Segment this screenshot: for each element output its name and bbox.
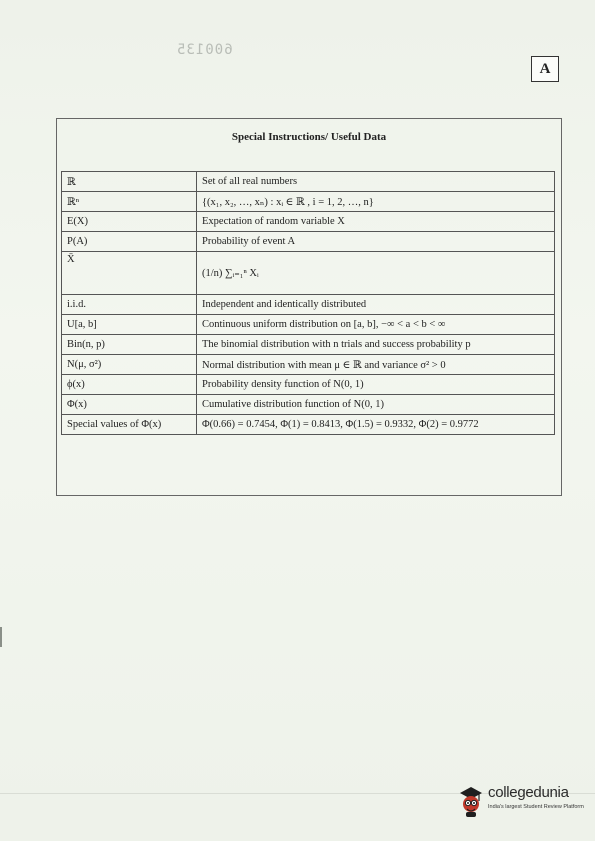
table-row: [62, 192, 555, 212]
table-row: [62, 295, 555, 315]
table-row: [62, 395, 555, 415]
meaning-cell: Independent and identically distributed: [197, 295, 555, 315]
table-row: [62, 415, 555, 435]
meaning-cell: Set of all real numbers: [197, 172, 555, 192]
section-title: Special Instructions/ Useful Data: [231, 131, 387, 143]
symbol-cell: Φ(x): [62, 395, 197, 415]
symbol-cell: i.i.d.: [62, 295, 197, 315]
meaning-cell: The binomial distribution with n trials and success probability p: [197, 335, 555, 355]
table-row: [62, 355, 555, 375]
symbol-cell: P(A): [62, 232, 197, 252]
meaning-cell: Expectation of random variable X: [197, 212, 555, 232]
meaning-cell: Φ(0.66) = 0.7454, Φ(1) = 0.8413, Φ(1.5) = 0.9332, Φ(2) = 0.9772: [197, 415, 555, 435]
table-row: [62, 212, 555, 232]
collegedunia-logo: [448, 778, 588, 826]
set-code-badge: A: [531, 56, 559, 82]
meaning-cell: Probability density function of N(0, 1): [197, 375, 555, 395]
table-row: [62, 252, 555, 295]
instructions-table: [61, 171, 555, 435]
table-row: [62, 335, 555, 355]
logo-wordmark: collegedunia: [488, 784, 569, 801]
page-edge-mark: [0, 627, 2, 647]
symbol-cell: X̄: [62, 252, 197, 295]
symbol-cell: ϕ(x): [62, 375, 197, 395]
symbol-cell: ℝ: [62, 172, 197, 192]
table-row: [62, 172, 555, 192]
meaning-cell: Cumulative distribution function of N(0, 1): [197, 395, 555, 415]
meaning-cell: {(x₁, x₂, …, xₙ) : xᵢ ∈ ℝ , i = 1, 2, …, n}: [197, 192, 555, 212]
table-row: [62, 375, 555, 395]
meaning-cell: Normal distribution with mean μ ∈ ℝ and variance σ² > 0: [197, 355, 555, 375]
serial-number: 600135: [176, 42, 233, 58]
symbol-cell: N(μ, σ²): [62, 355, 197, 375]
meaning-cell: Probability of event A: [197, 232, 555, 252]
symbol-cell: Special values of Φ(x): [62, 415, 197, 435]
symbol-cell: ℝⁿ: [62, 192, 197, 212]
symbol-cell: U[a, b]: [62, 315, 197, 335]
meaning-cell: (1/n) ∑ᵢ₌₁ⁿ Xᵢ: [197, 252, 555, 295]
symbol-cell: E(X): [62, 212, 197, 232]
graduate-mascot-icon: [458, 784, 484, 818]
table-row: [62, 232, 555, 252]
logo-tagline: India's largest Student Review Platform: [488, 804, 584, 810]
symbol-cell: Bin(n, p): [62, 335, 197, 355]
table-row: [62, 315, 555, 335]
meaning-cell: Continuous uniform distribution on [a, b], −∞ < a < b < ∞: [197, 315, 555, 335]
